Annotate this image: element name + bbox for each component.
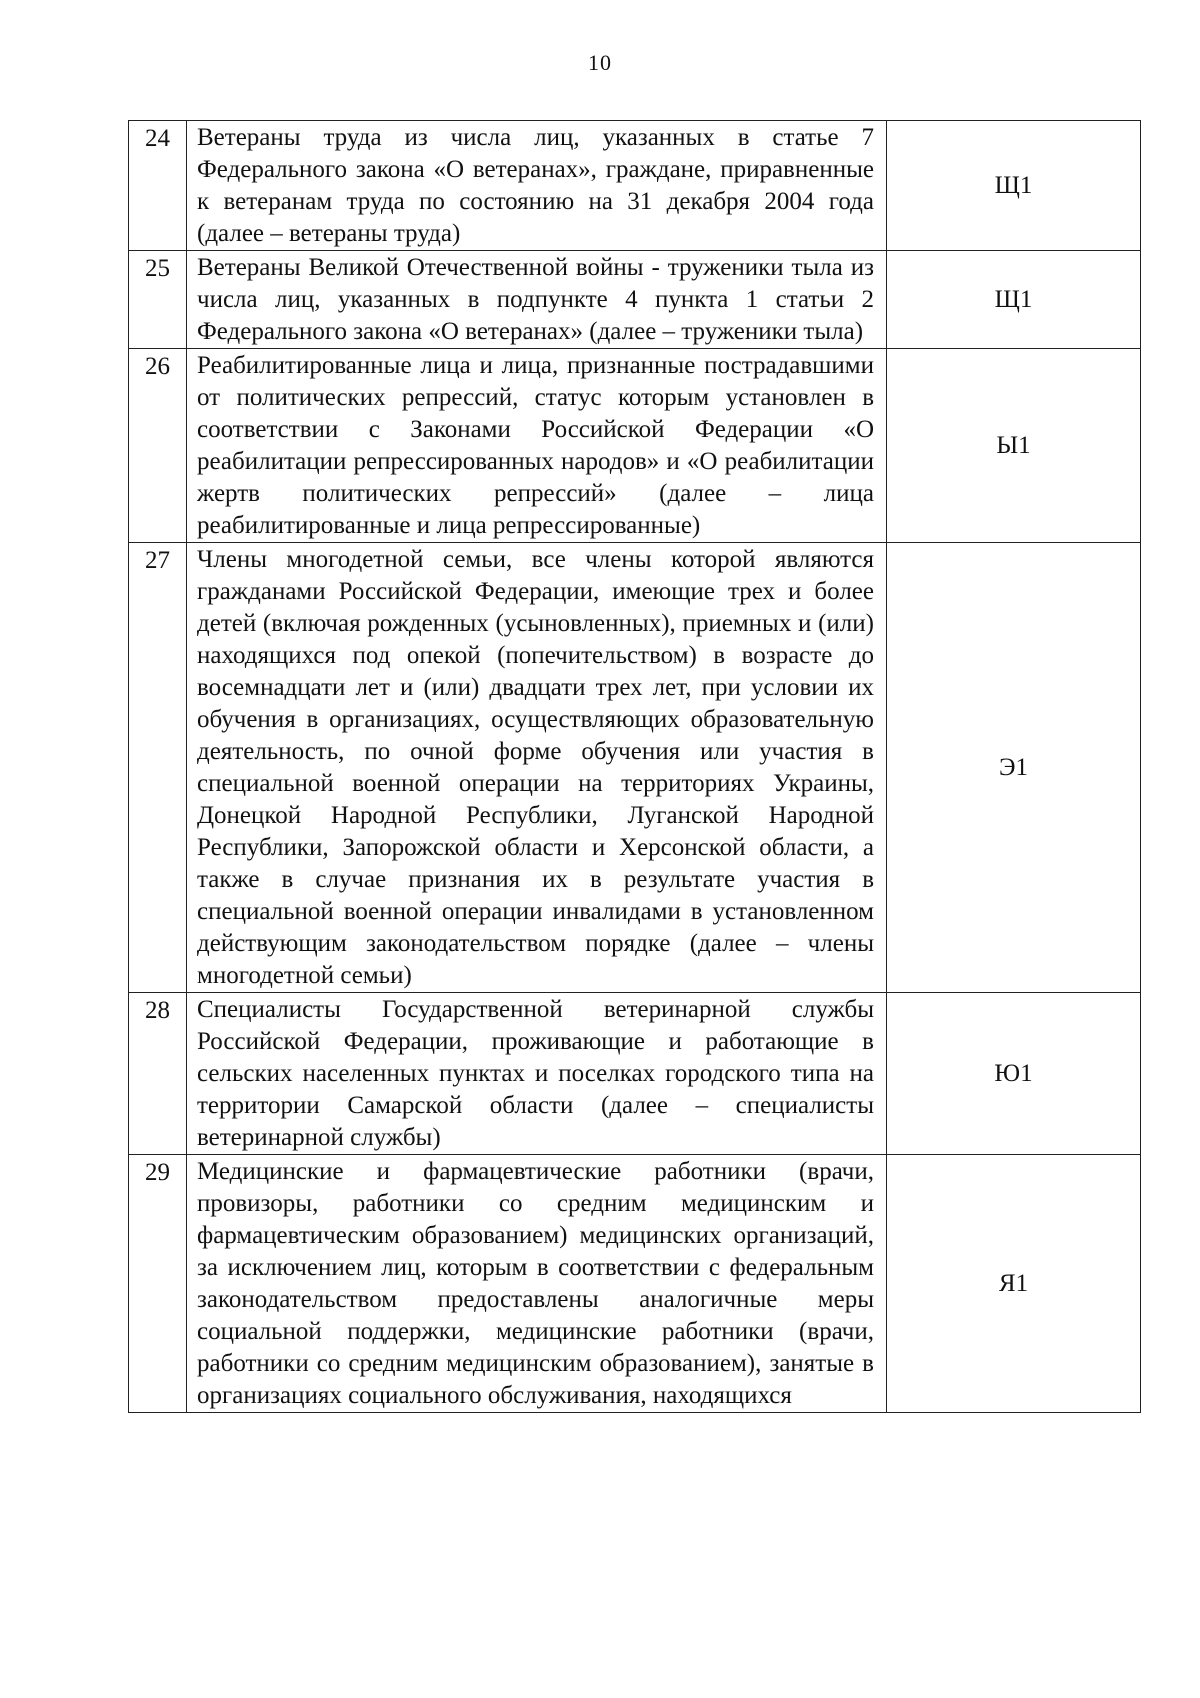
row-number: 24: [129, 121, 187, 251]
row-code: Я1: [887, 1155, 1141, 1413]
row-number: 27: [129, 543, 187, 993]
row-description: Члены многодетной семьи, все члены которой являются гражданами Российской Федерации, имеющие трех и более детей (включая рожденных (усыновленных), приемных и (или) находящихся под опекой (попечительством) в возрасте до восемнадцати лет и (или) двадцати трех лет, при условии их обучения в организациях, осуществляющих образовательную деятельность, по очной форме обучения или участия в специальной военной операции на территориях Украины, Донецкой Народной Республики, Луганской Народной Республики, Запорожской области и Херсонской области, а также в случае признания их в результате участия в специальной военной операции инвалидами в установленном действующим законодательством порядке (далее – члены многодетной семьи): [187, 543, 887, 993]
row-description: Ветераны труда из числа лиц, указанных в статье 7 Федерального закона «О ветеранах», граждане, приравненные к ветеранам труда по состоянию на 31 декабря 2004 года (далее – ветераны труда): [187, 121, 887, 251]
row-description: Медицинские и фармацевтические работники (врачи, провизоры, работники со средним медицинским и фармацевтическим образованием) медицинских организаций, за исключением лиц, которым в соответствии с федеральным законодательством предоставлены аналогичные меры социальной поддержки, медицинские работники (врачи, работники со средним медицинским образованием), занятые в организациях социального обслуживания, находящихся: [187, 1155, 887, 1413]
table-row: [129, 121, 1141, 251]
table-row: [129, 993, 1141, 1155]
row-description: Ветераны Великой Отечественной войны - труженики тыла из числа лиц, указанных в подпункте 4 пункта 1 статьи 2 Федерального закона «О ветеранах» (далее – труженики тыла): [187, 251, 887, 349]
row-number: 25: [129, 251, 187, 349]
row-number: 29: [129, 1155, 187, 1413]
table-row: [129, 251, 1141, 349]
row-number: 26: [129, 349, 187, 543]
table-row: [129, 1155, 1141, 1413]
row-code: Ы1: [887, 349, 1141, 543]
benefits-table: [128, 120, 1141, 1413]
table-row: [129, 543, 1141, 993]
row-code: Э1: [887, 543, 1141, 993]
table-body: [129, 121, 1141, 1413]
page-number: 10: [588, 50, 612, 75]
row-code: Ю1: [887, 993, 1141, 1155]
row-description: Специалисты Государственной ветеринарной службы Российской Федерации, проживающие и работающие в сельских населенных пунктах и поселках городского типа на территории Самарской области (далее – специалисты ветеринарной службы): [187, 993, 887, 1155]
row-code: Щ1: [887, 121, 1141, 251]
table-row: [129, 349, 1141, 543]
row-code: Щ1: [887, 251, 1141, 349]
row-description: Реабилитированные лица и лица, признанные пострадавшими от политических репрессий, статус которым установлен в соответствии с Законами Российской Федерации «О реабилитации репрессированных народов» и «О реабилитации жертв политических репрессий» (далее – лица реабилитированные и лица репрессированные): [187, 349, 887, 543]
row-number: 28: [129, 993, 187, 1155]
